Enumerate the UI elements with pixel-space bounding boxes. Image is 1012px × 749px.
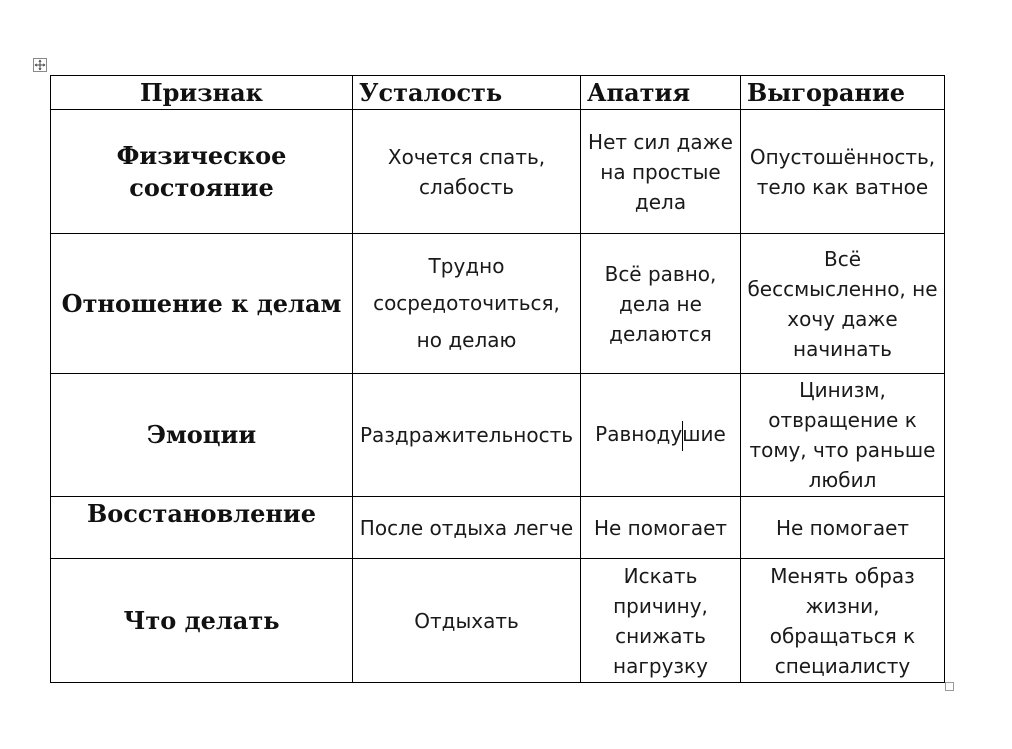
cell-emotions-burnout[interactable]: Цинизм, отвращение к тому, что раньше любил	[741, 374, 945, 497]
table-move-icon	[34, 59, 46, 71]
cell-emotions-apathy[interactable]	[581, 374, 741, 497]
cell-emotions-fatigue[interactable]: Раздражительность	[353, 374, 581, 497]
cell-attitude-burnout[interactable]: Всё бессмысленно, не хочу даже начинать	[741, 234, 945, 374]
cell-attitude-fatigue[interactable]: Трудно сосредоточиться, но делаю	[353, 234, 581, 374]
cell-physical-fatigue[interactable]: Хочется спать, слабость	[353, 110, 581, 234]
table-row	[51, 559, 945, 683]
table-move-handle[interactable]	[33, 58, 47, 72]
cell-recovery-burnout[interactable]: Не помогает	[741, 497, 945, 559]
row-label-physical[interactable]: Физическое состояние	[51, 110, 353, 234]
cell-attitude-apathy[interactable]: Всё равно, дела не делаются	[581, 234, 741, 374]
comparison-table	[50, 75, 945, 683]
cell-recovery-fatigue[interactable]: После отдыха легче	[353, 497, 581, 559]
header-fatigue[interactable]: Усталость	[353, 76, 581, 110]
table-resize-icon[interactable]	[945, 682, 954, 691]
cell-emotions-apathy-text-a: Равноду	[595, 422, 683, 446]
header-burnout[interactable]: Выгорание	[741, 76, 945, 110]
cell-physical-apathy[interactable]: Нет сил даже на простые дела	[581, 110, 741, 234]
table-row	[51, 374, 945, 497]
table-row	[51, 110, 945, 234]
table-row	[51, 497, 945, 559]
row-label-attitude[interactable]: Отношение к делам	[51, 234, 353, 374]
cell-todo-fatigue[interactable]: Отдыхать	[353, 559, 581, 683]
row-label-recovery[interactable]: Восстановление	[51, 497, 353, 559]
cell-recovery-apathy[interactable]: Не помогает	[581, 497, 741, 559]
cell-physical-burnout[interactable]: Опустошённость, тело как ватное	[741, 110, 945, 234]
row-label-emotions[interactable]: Эмоции	[51, 374, 353, 497]
row-label-todo[interactable]: Что делать	[51, 559, 353, 683]
cell-todo-apathy[interactable]: Искать причину, снижать нагрузку	[581, 559, 741, 683]
table-header-row	[51, 76, 945, 110]
cell-todo-burnout[interactable]: Менять образ жизни, обращаться к специалисту	[741, 559, 945, 683]
table-row	[51, 234, 945, 374]
header-apathy[interactable]: Апатия	[581, 76, 741, 110]
header-sign[interactable]: Признак	[51, 76, 353, 110]
cell-emotions-apathy-text-b: шие	[682, 422, 726, 446]
